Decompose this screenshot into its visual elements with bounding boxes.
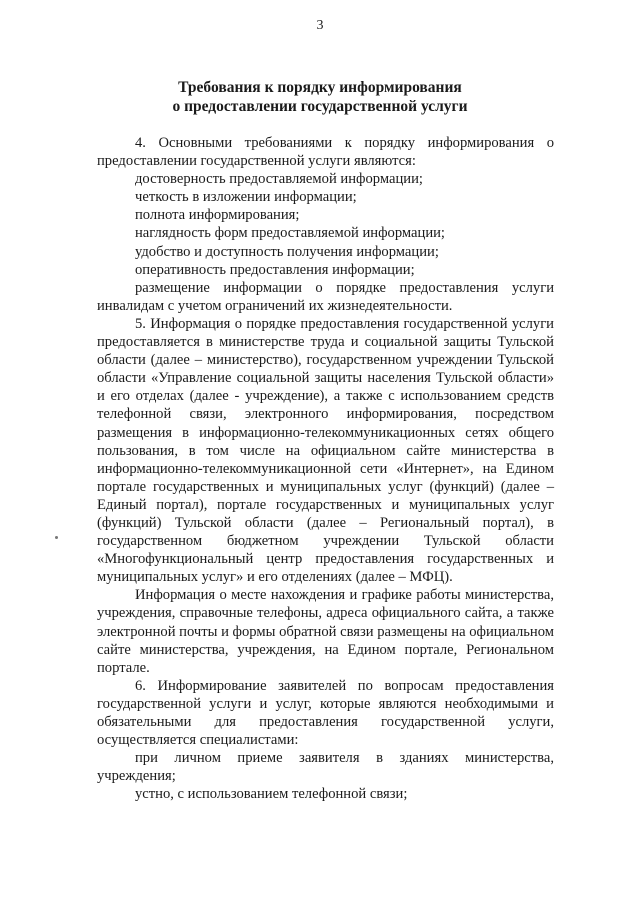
list-item: оперативность предоставления информации; (135, 261, 415, 278)
list-item: удобство и доступность получения информации; (135, 243, 439, 260)
paragraph: Информация о месте нахождения и графике работы министерства, учреждения, справочные телефоны, адреса официального сайта, а также электронной почты и формы обратной связи размещены на официальном сайте министерства, учреждения, на Едином портале, Региональном портале. (97, 587, 554, 676)
page-number: 3 (316, 18, 324, 33)
section-title (60, 78, 580, 116)
paragraph: 6. Информирование заявителей по вопросам предоставления государственной услуги и услуг, которые являются необходимыми и обязательными для предоставления государственной услуги, осуществляется специалистами: (97, 677, 554, 749)
document-body (97, 134, 554, 803)
list-item: наглядность форм предоставляемой информации; (135, 225, 445, 242)
list-item: достоверность предоставляемой информации; (135, 171, 423, 188)
title-line-1: Требования к порядку информирования (178, 79, 462, 96)
title-line-2: о предоставлении государственной услуги (172, 98, 468, 115)
margin-dot (55, 536, 58, 539)
paragraph: при личном приеме заявителя в зданиях министерства, учреждения; (97, 750, 554, 785)
paragraph: 4. Основными требованиями к порядку информирования о предоставлении государственной услуги являются: (97, 135, 554, 170)
paragraph: размещение информации о порядке предоставления услуги инвалидам с учетом ограничений их жизнедеятельности. (97, 279, 554, 314)
list-item: устно, с использованием телефонной связи; (135, 786, 408, 803)
list-item: полнота информирования; (135, 207, 300, 224)
list-item: четкость в изложении информации; (135, 189, 357, 206)
paragraph: 5. Информация о порядке предоставления государственной услуги предоставляется в министерстве труда и социальной защиты Тульской области (далее – министерство), государственном учреждении Тульской области «Управление социальной защиты населения Тульской области» и его отделах (далее - учреждение), а также с использованием средств телефонной связи, электронного информирования, посредством размещения в информационно-телекоммуникационных сетях общего пользования, в том числе на официальном сайте министерства в информационно-телекоммуникационной сети «Интернет», на Едином портале государственных и муниципальных услуг (функций) (далее – Единый портал), портале государственных и муниципальных услуг (функций) Тульской области (далее – Региональный портал), в государственном бюджетном учреждении Тульской области «Многофункциональный центр предоставления государственных и муниципальных услуг» и его отделениях (далее – МФЦ). (97, 315, 554, 586)
